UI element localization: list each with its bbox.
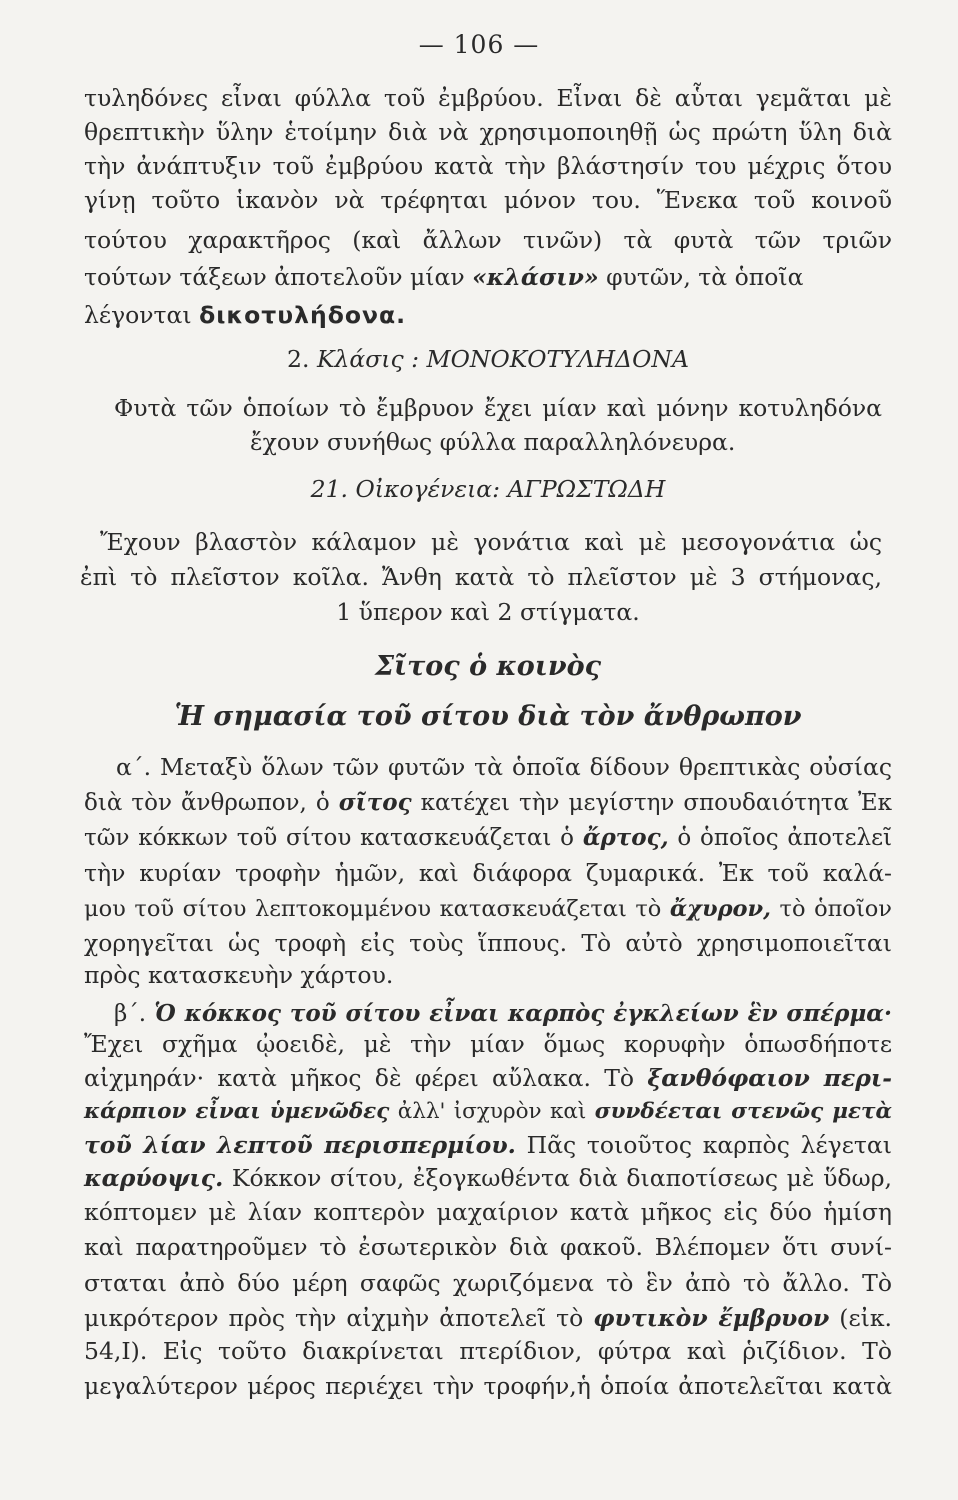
section-subtitle: Ἡ σημασία τοῦ σίτου διὰ τὸν ἄνθρωπον — [174, 701, 802, 732]
text-line: 54,I). Εἰς τοῦτο διακρίνεται πτερίδιον, φύτρα καὶ ῥιζίδιον. Τὸ — [84, 1337, 892, 1365]
text-line: διὰ τὸν ἄνθρωπον, ὁ σῖτος κατέχει τὴν μεγίστην σπουδαιότητα Ἐκ — [84, 789, 892, 816]
text-line: θρεπτικὴν ὕλην ἑτοίμην διὰ νὰ χρησιμοποιηθῇ ὡς πρώτη ὕλη διὰ — [84, 118, 892, 146]
text-line: Ἔχουν βλαστὸν κάλαμον μὲ γονάτια καὶ μὲ μεσογονάτια ὡς — [100, 528, 882, 556]
text-line: σταται ἀπὸ δύο μέρη σαφῶς χωριζόμενα τὸ ἓν ἀπὸ τὸ ἄλλο. Τὸ — [84, 1269, 892, 1297]
class-heading: 2. Κλάσις : ΜΟΝΟΚΟΤΥΛΗΔΟΝΑ — [287, 345, 689, 373]
section-title: Σῖτος ὁ κοινὸς — [374, 651, 602, 682]
text-line: καὶ παρατηροῦμεν τὸ ἐσωτερικὸν διὰ φακοῦ. Βλέπομεν ὅτι συνί- — [84, 1233, 892, 1261]
text-line: 1 ὕπερον καὶ 2 στίγματα. — [336, 598, 640, 626]
text-line: τυληδόνες εἶναι φύλλα τοῦ ἐμβρύου. Εἶναι δὲ αὗται γεμᾶται μὲ — [84, 84, 892, 112]
text-line: μου τοῦ σίτου λεπτοκομμένου κατασκευάζεται τὸ ἄχυρον, τὸ ὁποῖον — [84, 896, 892, 922]
text-line: τούτων τάξεων ἀποτελοῦν μίαν «κλάσιν» φυτῶν, τὰ ὁποῖα — [84, 263, 804, 291]
text-line: κόπτομεν μὲ λίαν κοπτερὸν μαχαίριον κατὰ μῆκος εἰς δύο ἡμίση — [84, 1198, 892, 1226]
page-number: — 106 — — [418, 30, 540, 59]
text-line: τὴν κυρίαν τροφὴν ἡμῶν, καὶ διάφορα ζυμαρικά. Ἐκ τοῦ καλά- — [84, 859, 892, 887]
text-line: Φυτὰ τῶν ὁποίων τὸ ἔμβρυον ἔχει μίαν καὶ μόνην κοτυληδόνα — [114, 394, 882, 422]
text-line: λέγονται δικοτυλήδονα. — [84, 301, 407, 329]
emphasized-term: δικοτυλήδονα. — [199, 301, 407, 329]
text-line: κάρπιον εἶναι ὑμενῶδες ἀλλ' ἰσχυρὸν καὶ συνδέεται στενῶς μετὰ — [84, 1099, 893, 1124]
text-line: Ἔχει σχῆμα ᾠοειδὲ, μὲ τὴν μίαν ὅμως κορυφὴν ὁπωσδήποτε — [84, 1030, 892, 1058]
text-line: ἐπὶ τὸ πλεῖστον κοῖλα. Ἄνθη κατὰ τὸ πλεῖστον μὲ 3 στήμονας, — [80, 563, 882, 591]
text-line: ἔχουν συνήθως φύλλα παραλληλόνευρα. — [250, 428, 736, 456]
text-line: μικρότερον πρὸς τὴν αἰχμὴν ἀποτελεῖ τὸ φυτικὸν ἔμβρυον (εἰκ. — [84, 1304, 893, 1332]
text-line: αἰχμηράν· κατὰ μῆκος δὲ φέρει αὔλακα. Τὸ ξανθόφαιον περι- — [84, 1064, 892, 1092]
text-line: χορηγεῖται ὡς τροφὴ εἰς τοὺς ἵππους. Τὸ αὐτὸ χρησιμοποιεῖται — [84, 929, 892, 957]
text-line: β΄. Ὁ κόκκος τοῦ σίτου εἶναι καρπὸς ἐγκλείων ἓν σπέρμα· — [114, 1000, 892, 1027]
text-line: τὴν ἀνάπτυξιν τοῦ ἐμβρύου κατὰ τὴν βλάστησίν του μέχρις ὅτου — [84, 152, 892, 180]
text-line: πρὸς κατασκευὴν χάρτου. — [84, 961, 394, 989]
text-line: καρύοψις. Κόκκον σίτου, ἐξογκωθέντα διὰ διαποτίσεως μὲ ὕδωρ, — [84, 1164, 892, 1192]
text-line: τῶν κόκκων τοῦ σίτου κατασκευάζεται ὁ ἄρτος, ὁ ὁποῖος ἀποτελεῖ — [84, 824, 893, 851]
text-line: α΄. Μεταξὺ ὅλων τῶν φυτῶν τὰ ὁποῖα δίδουν θρεπτικὰς οὐσίας — [116, 753, 892, 781]
family-heading: 21. Οἰκογένεια: ΑΓΡΩΣΤΩΔΗ — [310, 475, 666, 503]
text-line: μεγαλύτερον μέρος περιέχει τὴν τροφήν,ἡ ὁποία ἀποτελεῖται κατὰ — [84, 1372, 892, 1400]
text-line: τοῦ λίαν λεπτοῦ περισπερμίου. Πᾶς τοιοῦτος καρπὸς λέγεται — [84, 1131, 892, 1159]
text-line: γίνῃ τοῦτο ἱκανὸν νὰ τρέφηται μόνον του. Ἕνεκα τοῦ κοινοῦ — [84, 186, 892, 214]
text-line: τούτου χαρακτῆρος (καὶ ἄλλων τινῶν) τὰ φυτὰ τῶν τριῶν — [84, 226, 892, 254]
